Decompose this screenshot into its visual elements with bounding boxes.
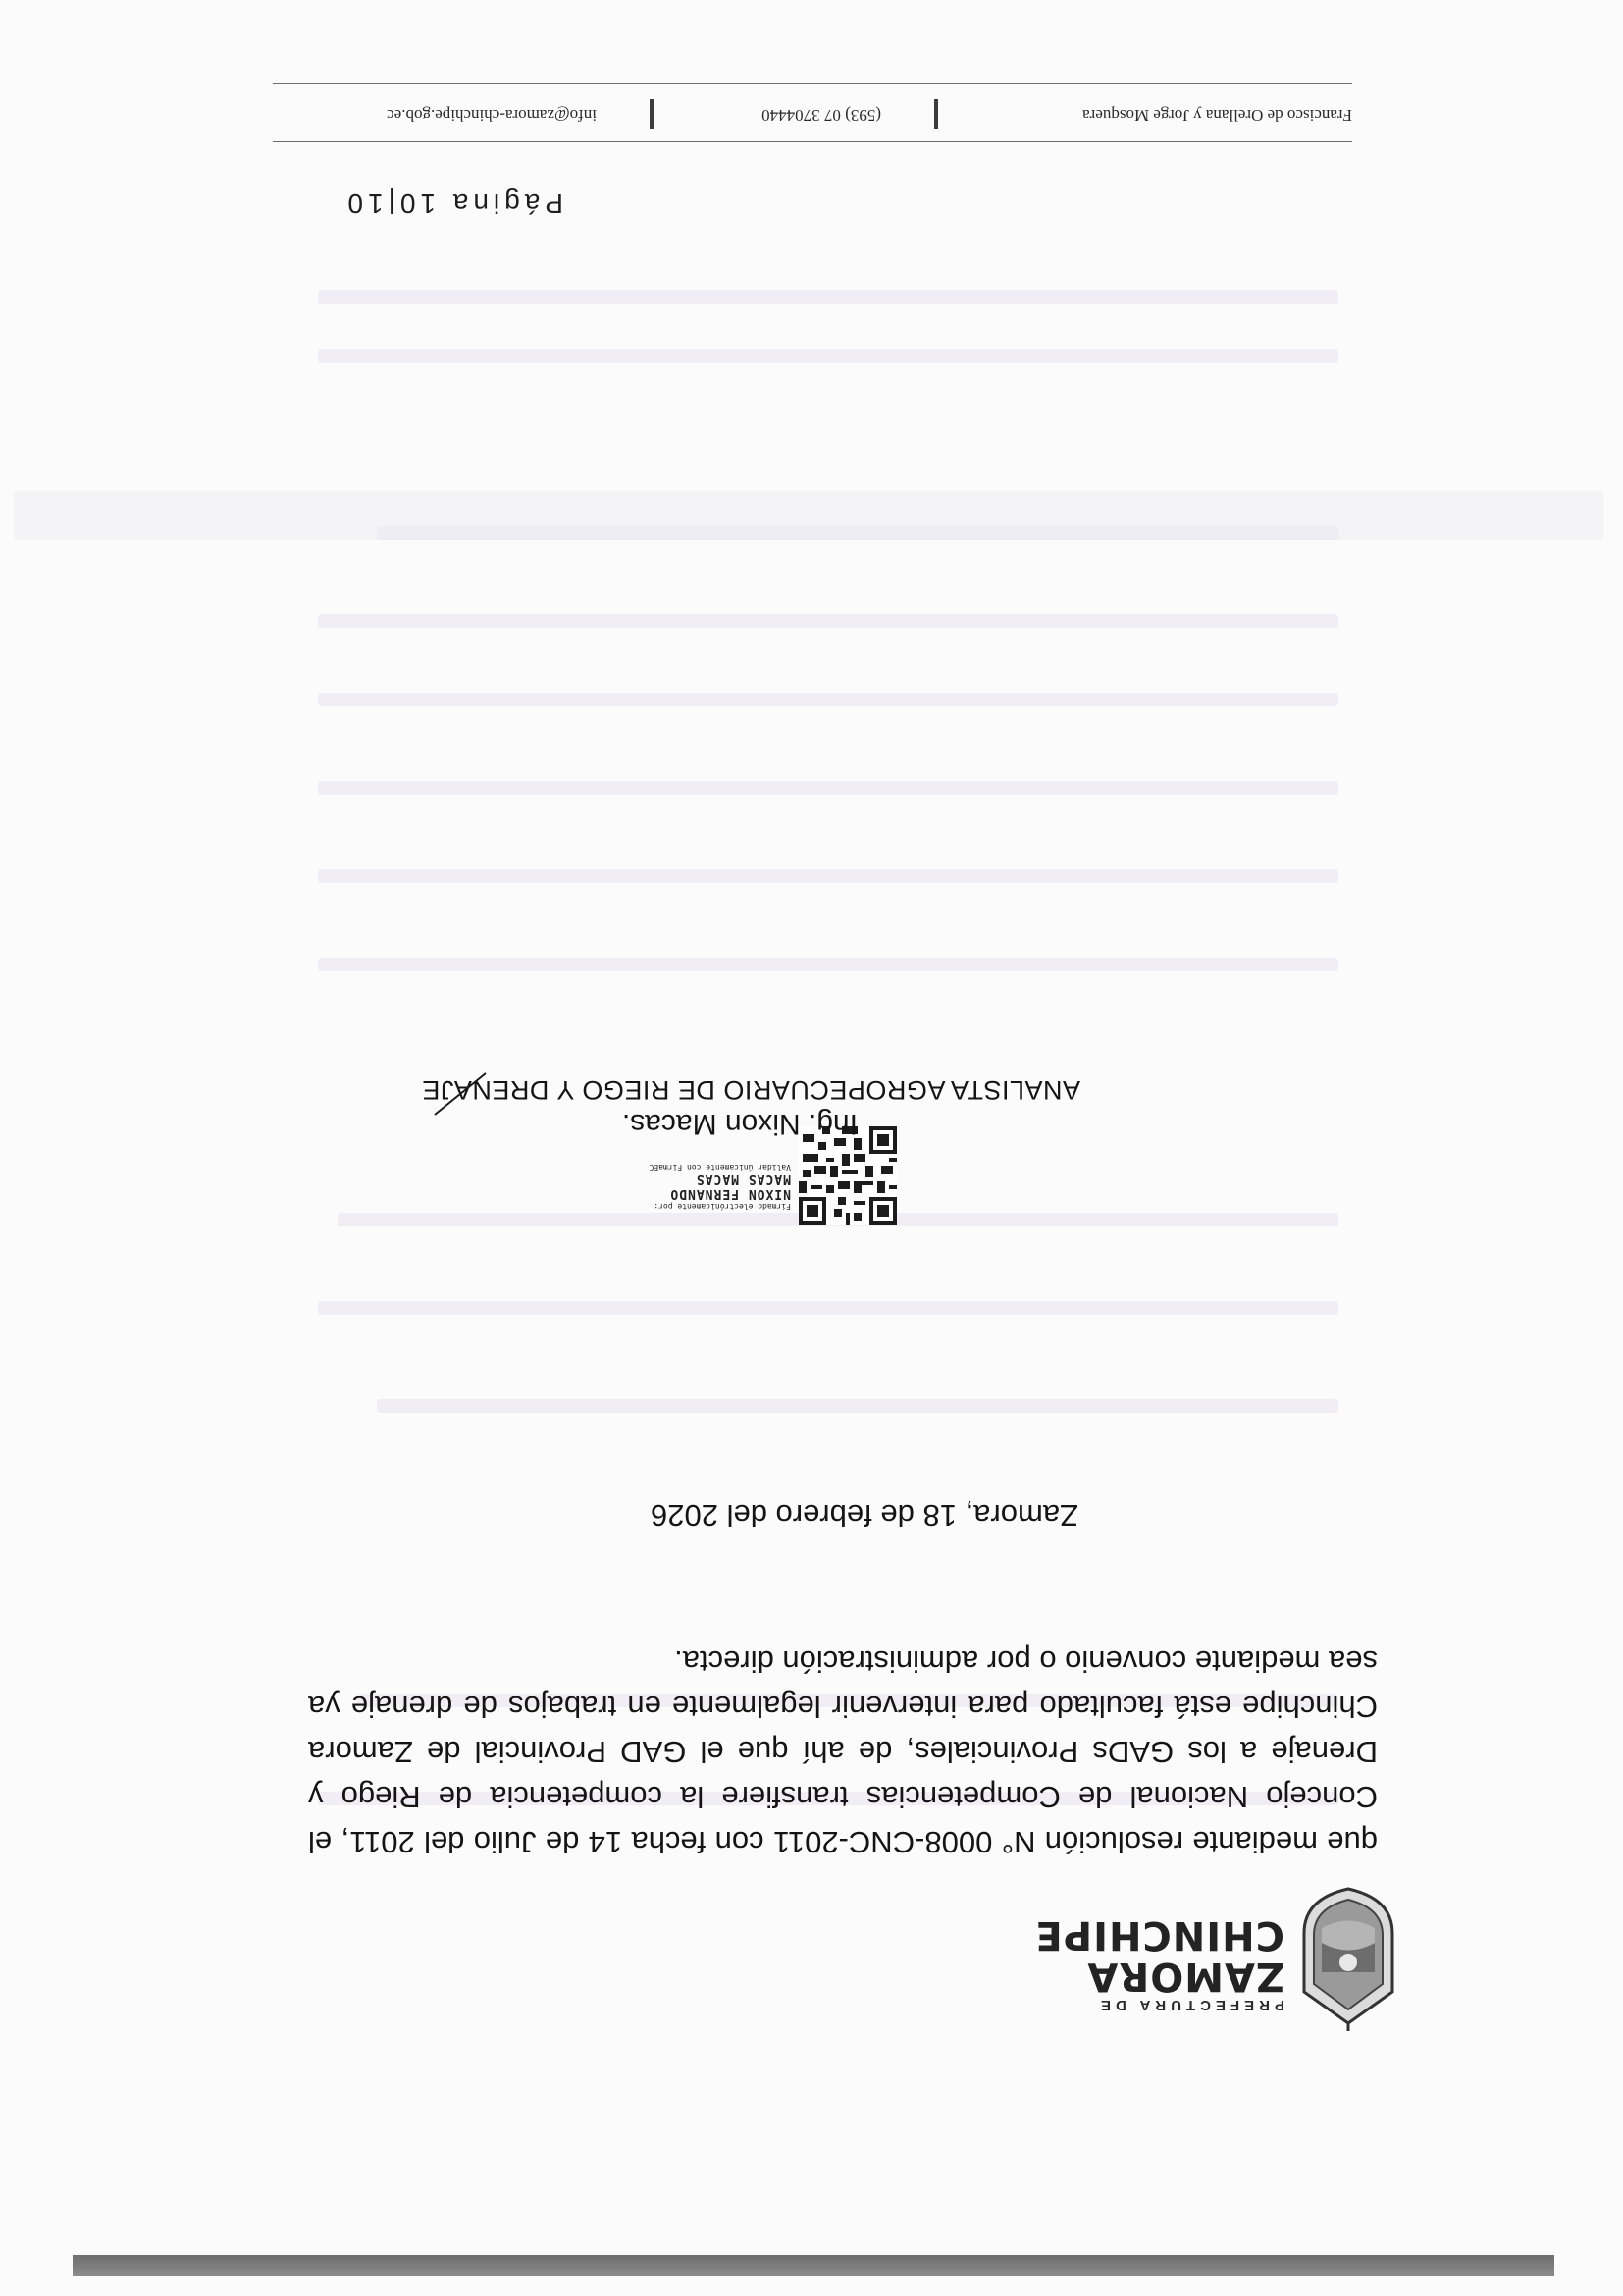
bleed-through-mark	[318, 869, 1338, 883]
footer-rule	[273, 141, 1352, 142]
document-footer	[273, 91, 1352, 130]
bleed-through-mark	[318, 958, 1338, 971]
bleed-through-band	[14, 491, 1603, 540]
stamp-name-line1: NIXON FERNANDO	[669, 1186, 791, 1201]
stamp-signed-by: Firmado electrónicamente por:	[654, 1202, 791, 1211]
signer-name: Ing. Nixon Macas.	[621, 1108, 858, 1140]
stamp-name-line2: MACAS MACAS	[695, 1172, 791, 1186]
logo-prefix: PREFECTURA DE	[1096, 1997, 1284, 2013]
scan-edge-band	[73, 2255, 1554, 2276]
signer-title: ANALISTA AGROPECUARIO DE RIEGO Y DRENAJE	[421, 1075, 1080, 1105]
footer-email: info@zamora-chinchipe.gob.ec	[387, 106, 597, 125]
bleed-through-mark	[318, 693, 1338, 706]
stamp-validation-note: Validar únicamente con FirmaEC	[649, 1163, 791, 1172]
logo-wordmark	[1034, 1914, 1284, 2013]
handwritten-signature-stroke	[431, 1070, 490, 1119]
logo-line-zamora: ZAMORA	[1086, 1954, 1284, 1999]
footer-separator	[934, 99, 938, 129]
electronic-signature-qr-icon	[799, 1126, 897, 1225]
footer-separator	[650, 99, 654, 129]
footer-address: Francisco de Orellana y Jorge Mosquera	[1082, 106, 1352, 125]
electronic-signature-stamp	[650, 1162, 792, 1211]
bleed-through-mark	[318, 1301, 1338, 1315]
bleed-through-mark	[318, 349, 1338, 363]
bleed-through-mark	[318, 781, 1338, 795]
bleed-through-mark	[318, 614, 1338, 628]
logo-line-chinchipe: CHINCHIPE	[1034, 1912, 1284, 1957]
bleed-through-mark	[318, 290, 1338, 304]
bleed-through-mark	[377, 1399, 1338, 1413]
page-number: Página 10|10	[342, 188, 563, 219]
provincial-coat-of-arms-icon	[1294, 1884, 1402, 2031]
document-date: Zamora, 18 de febrero del 2026	[651, 1498, 1078, 1533]
footer-phone: (593) 07 3704440	[761, 106, 881, 125]
body-paragraph: que mediante resolución N° 0008-CNC-2011 con fecha 14 de Julio del 2011, el Concejo Nacional de Competencias transfiere la competencia de Riego y Drenaje a los GADs Provinciales, de ahí que el GAD Provincial de Zamora Chinchipe está facultado para intervenir legalmente en trabajos de drenaje ya sea mediante convenio o por administración directa.	[308, 1644, 1378, 1859]
prefectura-logo	[990, 1884, 1402, 2031]
footer-rule	[273, 83, 1352, 84]
